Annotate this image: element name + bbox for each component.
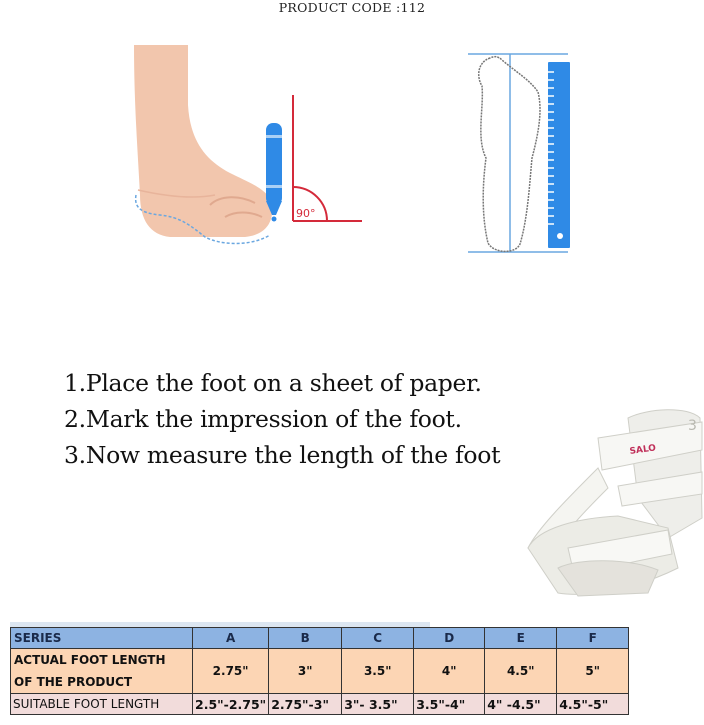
- instruction-step-2: 2.Mark the impression of the foot.: [64, 405, 462, 433]
- series-b: B: [269, 628, 342, 649]
- series-a: A: [193, 628, 269, 649]
- suitable-length-label: SUITABLE FOOT LENGTH: [11, 694, 193, 715]
- suitable-length-f: 4.5"-5": [557, 694, 629, 715]
- brand-label: SALO: [629, 443, 657, 457]
- instruction-list: [64, 365, 500, 473]
- actual-length-b: 3": [269, 649, 342, 694]
- size-label: 3: [688, 418, 697, 434]
- series-label: SERIES: [11, 628, 193, 649]
- size-chart-table: [10, 627, 629, 715]
- suitable-length-b: 2.75"-3": [269, 694, 342, 715]
- suitable-length-e: 4" -4.5": [485, 694, 557, 715]
- foot-measure-illustration: [460, 48, 600, 258]
- series-f: F: [557, 628, 629, 649]
- actual-length-d: 4": [414, 649, 485, 694]
- instruction-step-1: 1.Place the foot on a sheet of paper.: [64, 369, 482, 397]
- series-d: D: [414, 628, 485, 649]
- table-header-row: [11, 628, 629, 649]
- suitable-length-row: [11, 694, 629, 715]
- actual-length-a: 2.75": [193, 649, 269, 694]
- suitable-length-d: 3.5"-4": [414, 694, 485, 715]
- actual-length-row: [11, 649, 629, 694]
- actual-length-c: 3.5": [342, 649, 414, 694]
- product-code: PRODUCT CODE :112: [278, 0, 426, 15]
- foot-tracing-illustration: [130, 45, 380, 250]
- series-c: C: [342, 628, 414, 649]
- right-angle-icon: [293, 95, 362, 221]
- actual-length-e: 4.5": [485, 649, 557, 694]
- suitable-length-c: 3"- 3.5": [342, 694, 414, 715]
- instruction-step-3: 3.Now measure the length of the foot: [64, 441, 501, 469]
- suitable-length-a: 2.5"-2.75": [193, 694, 269, 715]
- actual-length-f: 5": [557, 649, 629, 694]
- foot-icon: [134, 45, 272, 237]
- ruler-icon: [548, 62, 570, 248]
- series-e: E: [485, 628, 557, 649]
- angle-label: 90°: [296, 207, 316, 220]
- actual-length-label: ACTUAL FOOT LENGTH OF THE PRODUCT: [11, 649, 193, 694]
- product-photo: [518, 398, 704, 603]
